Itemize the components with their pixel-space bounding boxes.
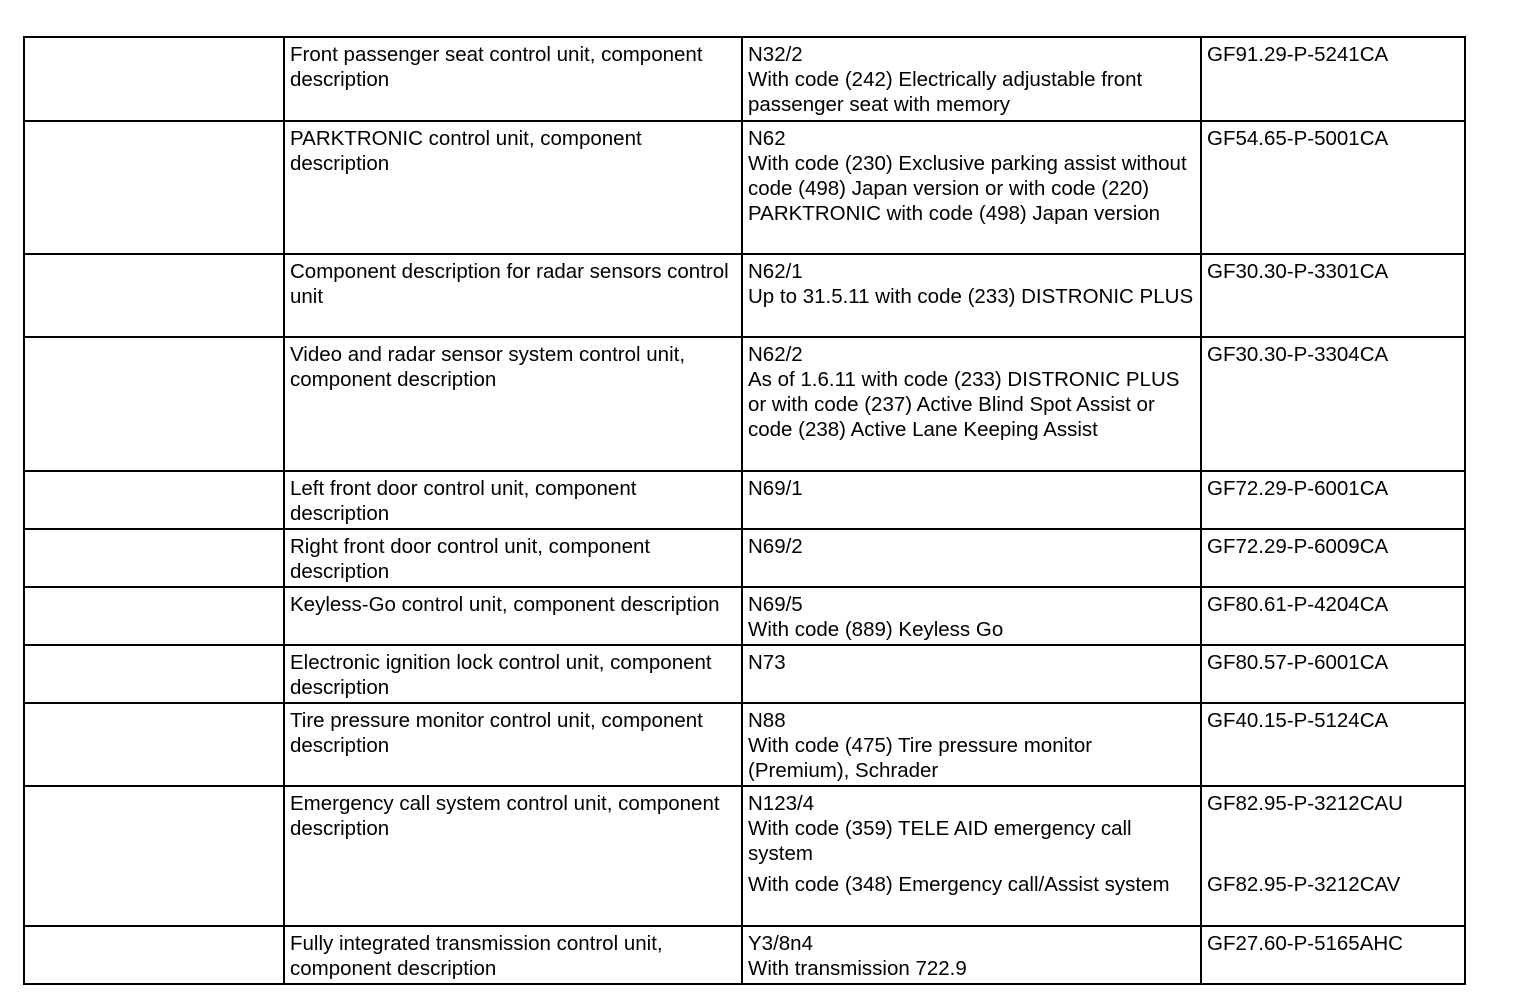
component-code: N62/1: [748, 260, 803, 283]
document-number-cell: GF72.29-P-6009CA: [1201, 529, 1465, 587]
group-cell: [24, 926, 284, 984]
table-row: [24, 471, 1465, 529]
code-cell: [742, 645, 1201, 703]
group-cell: [24, 703, 284, 786]
code-cell: [742, 926, 1201, 984]
table-row: [24, 254, 1465, 337]
component-description-cell: Right front door control unit, component description: [284, 529, 742, 587]
component-description-cell: Left front door control unit, component description: [284, 471, 742, 529]
code-condition: With code (359) TELE AID emergency call system: [748, 817, 1132, 865]
table-row: [24, 926, 1465, 984]
table-row: [24, 121, 1465, 254]
code-cell: [742, 786, 1201, 926]
component-table: [23, 36, 1466, 985]
component-description-cell: Emergency call system control unit, component description: [284, 786, 742, 926]
code-condition: With code (475) Tire pressure monitor (Premium), Schrader: [748, 734, 1093, 782]
group-cell: [24, 645, 284, 703]
document-number-cell: GF30.30-P-3304CA: [1201, 337, 1465, 471]
code-condition: With code (242) Electrically adjustable front passenger seat with memory: [748, 68, 1143, 116]
component-description-cell: Electronic ignition lock control unit, component description: [284, 645, 742, 703]
component-code: N62/2: [748, 343, 803, 366]
document-number-cell: GF80.61-P-4204CA: [1201, 587, 1465, 645]
group-cell: [24, 121, 284, 254]
component-code: N88: [748, 709, 786, 732]
component-description-cell: Fully integrated transmission control unit, component description: [284, 926, 742, 984]
code-cell: [742, 529, 1201, 587]
component-description-cell: Tire pressure monitor control unit, component description: [284, 703, 742, 786]
document-number-cell: GF72.29-P-6001CA: [1201, 471, 1465, 529]
table-row: [24, 645, 1465, 703]
document-number: GF82.95-P-3212CAU: [1207, 792, 1403, 815]
component-code: Y3/8n4: [748, 932, 813, 955]
component-description-cell: Front passenger seat control unit, component description: [284, 37, 742, 121]
group-cell: [24, 529, 284, 587]
code-condition: With transmission 722.9: [748, 957, 967, 980]
group-cell: [24, 254, 284, 337]
table-row: [24, 587, 1465, 645]
group-cell: [24, 471, 284, 529]
group-cell: [24, 337, 284, 471]
document-number-cell: GF91.29-P-5241CA: [1201, 37, 1465, 121]
document-number-cell: GF27.60-P-5165AHC: [1201, 926, 1465, 984]
code-cell: [742, 471, 1201, 529]
code-cell: [742, 703, 1201, 786]
code-cell: [742, 254, 1201, 337]
component-code: N69/2: [748, 535, 803, 558]
code-condition: With code (889) Keyless Go: [748, 618, 1004, 641]
table-row: [24, 337, 1465, 471]
group-cell: [24, 786, 284, 926]
code-condition: With code (230) Exclusive parking assist without code (498) Japan version or with code (220) PARKTRONIC with code (498) Japan version: [748, 152, 1187, 225]
group-cell: [24, 37, 284, 121]
component-code: N69/1: [748, 477, 803, 500]
document-number-cell: GF30.30-P-3301CA: [1201, 254, 1465, 337]
document-number-cell: [1201, 786, 1465, 926]
document-number-2: GF82.95-P-3212CAV: [1207, 873, 1401, 896]
document-number-cell: GF54.65-P-5001CA: [1201, 121, 1465, 254]
table-row: [24, 786, 1465, 926]
component-code: N69/5: [748, 593, 803, 616]
table-row: [24, 529, 1465, 587]
code-cell: [742, 121, 1201, 254]
component-description-cell: Video and radar sensor system control unit, component description: [284, 337, 742, 471]
code-condition: Up to 31.5.11 with code (233) DISTRONIC PLUS: [748, 285, 1194, 308]
component-code: N32/2: [748, 43, 803, 66]
code-condition-2: With code (348) Emergency call/Assist system: [748, 873, 1170, 896]
component-description-cell: Component description for radar sensors control unit: [284, 254, 742, 337]
code-cell: [742, 587, 1201, 645]
component-description-cell: PARKTRONIC control unit, component description: [284, 121, 742, 254]
table-row: [24, 37, 1465, 121]
group-cell: [24, 587, 284, 645]
code-cell: [742, 37, 1201, 121]
component-description-cell: Keyless-Go control unit, component description: [284, 587, 742, 645]
document-number-cell: GF40.15-P-5124CA: [1201, 703, 1465, 786]
document-number-cell: GF80.57-P-6001CA: [1201, 645, 1465, 703]
component-code: N123/4: [748, 792, 815, 815]
code-cell: [742, 337, 1201, 471]
table-row: [24, 703, 1465, 786]
code-condition: As of 1.6.11 with code (233) DISTRONIC PLUS or with code (237) Active Blind Spot Assist or code (238) Active Lane Keeping Assist: [748, 368, 1180, 441]
component-code: N62: [748, 127, 786, 150]
component-code: N73: [748, 651, 786, 674]
